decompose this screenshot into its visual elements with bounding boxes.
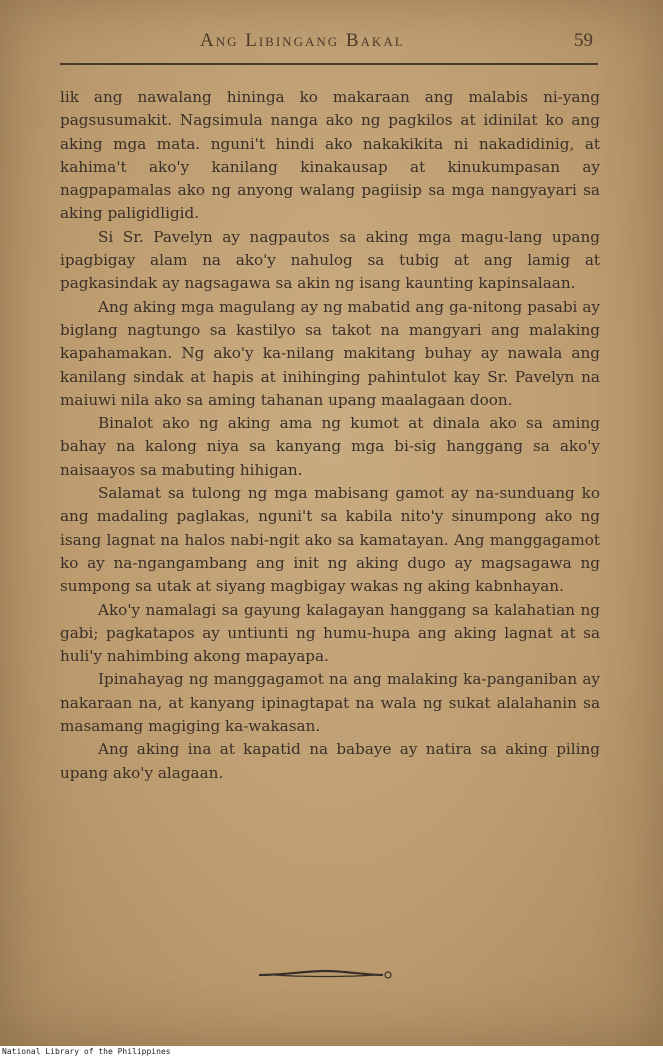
paragraph-8: Ang aking ina at kapatid na babaye ay natira sa aking piling upang ako'y alagaan. bbox=[60, 740, 600, 782]
library-credit: National Library of the Philippines bbox=[2, 1047, 171, 1056]
paragraph-5: Salamat sa tulong ng mga mabisang gamot ay na-sunduang ko ang madaling paglakas, nguni't sa kabila nito'y sinumpong ako ng isang lagnat na halos nabi-ngit ako sa kamatayan. Ang manggagamot ko ay na-ngangambang ang init ng aking dugo ay magsagawa ng sumpong sa utak at siyang magbigay wakas ng aking kabnhayan. bbox=[60, 484, 600, 596]
page-number: 59 bbox=[574, 30, 593, 51]
body-text bbox=[60, 86, 600, 785]
footer-strip bbox=[0, 1046, 663, 1058]
running-title: Ang Libingang Bakal bbox=[200, 30, 405, 51]
paragraph-4: Binalot ako ng aking ama ng kumot at dinala ako sa aming bahay na kalong niya sa kanyang mga bi-sig hanggang sa ako'y naisaayos sa mabuting hihigan. bbox=[60, 414, 600, 479]
header-rule bbox=[60, 63, 598, 65]
paragraph-6: Ako'y namalagi sa gayung kalagayan hanggang sa kalahatian ng gabi; pagkatapos ay untiunti ng humu-hupa ang aking lagnat at sa huli'y nahimbing akong mapayapa. bbox=[60, 600, 600, 666]
page-header bbox=[0, 28, 663, 58]
paragraph-2: Si Sr. Pavelyn ay nagpautos sa aking mga magu-lang upang ipagbigay alam na ako'y nahulog sa tubig at ang lamig at pagkasindak ay nagsagawa sa akin ng isang kaunting kapinsalaan. bbox=[60, 227, 600, 293]
paragraph-7: Ipinahayag ng manggagamot na ang malaking ka-panganiban ay nakaraan na, at kanyang ipinagtapat na wala ng sukat alalahanin sa masamang magiging ka-wakasan. bbox=[60, 670, 600, 736]
paragraph-3: Ang aking mga magulang ay ng mabatid ang ga-nitong pasabi ay biglang nagtungo sa kastilyo sa takot na mangyari ang malaking kapahamakan. Ng ako'y ka-nilang makitang buhay ay nawala ang kanilang sindak at hapis at inihinging pahintulot kay Sr. Pavelyn na maiuwi nila ako sa aming tahanan upang maalagaan doon. bbox=[60, 297, 600, 409]
tailpiece-ornament bbox=[255, 966, 395, 982]
paragraph-1: lik ang nawalang hininga ko makaraan ang malabis ni-yang pagsusumakit. Nagsimula nanga ako ng pagkilos at idinilat ko ang aking mga mata. nguni't hindi ako nakakikita ni nakadidinig, at kahima't ako'y kanilang kinakausap at kinukumpasan ay nagpapamalas ako ng anyong walang pagiisip sa mga nangyayari sa aking paligidligid. bbox=[60, 88, 600, 223]
